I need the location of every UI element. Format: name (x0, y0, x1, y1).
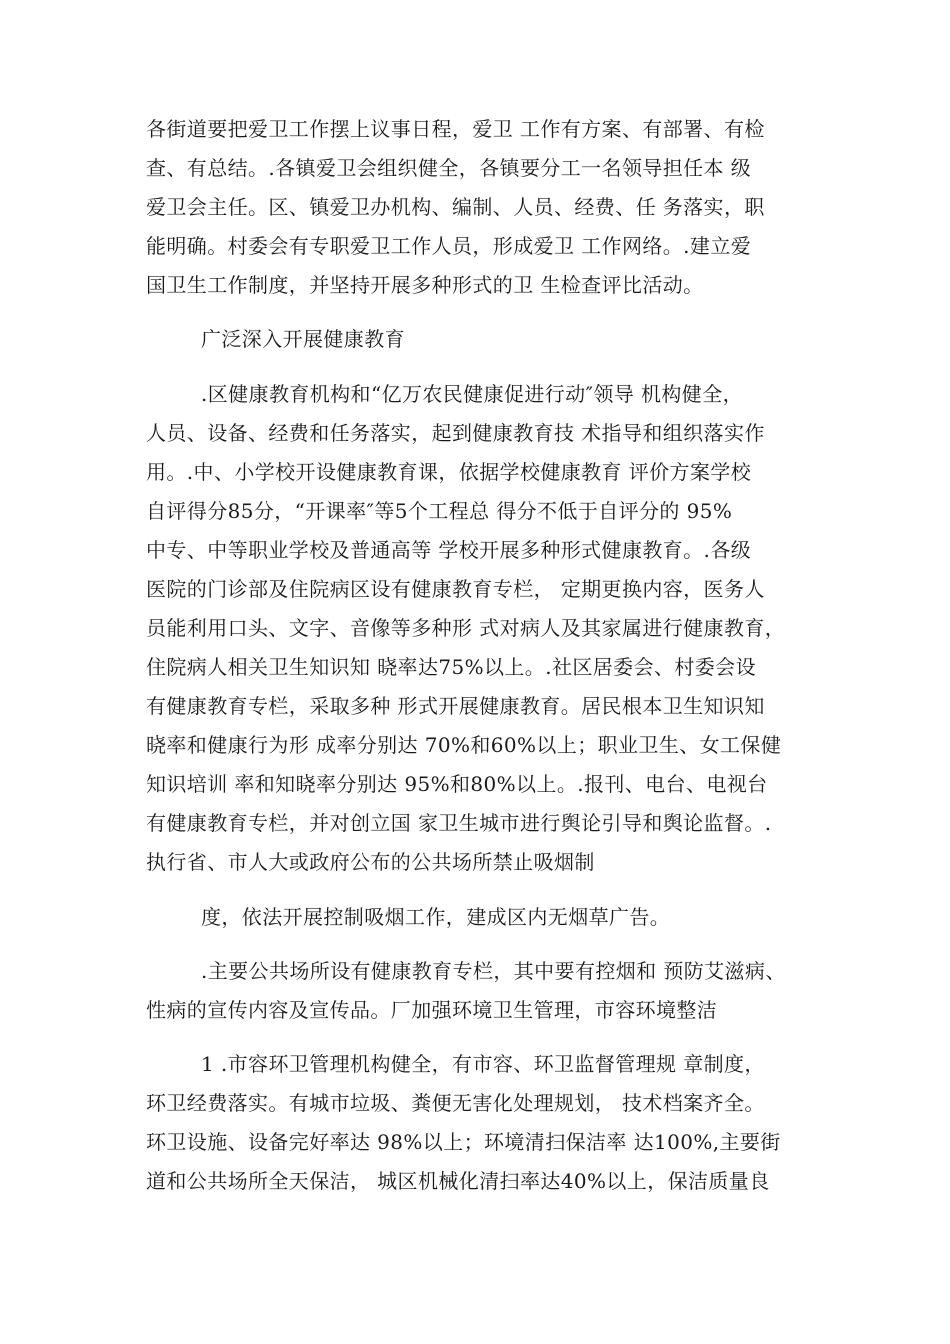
text-line: .区健康教育机构和“亿万农民健康促进行动″领导 机构健全， (201, 382, 744, 406)
text-line: 能明确。村委会有专职爱卫工作人员，形成爱卫 工作网络。.建立爱 (146, 234, 752, 258)
text-line: 住院病人相关卫生知识知 晓率达75%以上。.社区居委会、村委会设 (146, 655, 756, 679)
text-line: 环卫设施、设备完好率达 98%以上；环境清扫保洁率 达100%,主要街 (146, 1130, 781, 1154)
text-line: 各街道要把爱卫工作摆上议事日程，爱卫 工作有方案、有部署、有检 (146, 117, 765, 141)
text-line: 有健康教育专栏，采取多种 形式开展健康教育。居民根本卫生知识知 (146, 694, 765, 718)
text-line: 用。.中、小学校开设健康教育课，依据学校健康教育 评价方案学校 (146, 460, 752, 484)
text-line: 道和公共场所全天保洁， 城区机械化清扫率达40%以上，保洁质量良 (146, 1169, 770, 1193)
text-line: 有健康教育专栏，并对创立国 家卫生城市进行舆论引导和舆论监督。. (146, 811, 772, 835)
text-line: 性病的宣传内容及宣传品。厂加强环境卫生管理，市容环境整洁 (146, 998, 718, 1022)
text-line: 执行省、市人大或政府公布的公共场所禁止吸烟制 (146, 850, 595, 874)
text-line: 度，依法开展控制吸烟工作，建成区内无烟草广告。 (201, 905, 671, 929)
text-line: 人员、设备、经费和任务落实，起到健康教育技 术指导和组织落实作 (146, 421, 765, 445)
text-line: 环卫经费落实。有城市垃圾、粪便无害化处理规划， 技术档案齐全。 (146, 1091, 765, 1115)
section-heading: 广泛深入开展健康教育 (201, 327, 405, 351)
text-line: 知识培训 率和知晓率分别达 95%和80%以上。.报刊、电台、电视台 (146, 772, 768, 796)
text-line: 自评得分85分，“开课率″等5个工程总 得分不低于自评分的 95% (146, 499, 733, 523)
text-line: .主要公共场所设有健康教育专栏，其中要有控烟和 预防艾滋病、 (201, 959, 786, 983)
text-line: 员能利用口头、文字、音像等多种形 式对病人及其家属进行健康教育， (146, 616, 786, 640)
text-line: 医院的门诊部及住院病区设有健康教育专栏， 定期更换内容，医务人 (146, 577, 765, 601)
text-line: 国卫生工作制度，并坚持开展多种形式的卫 生检查评比活动。 (146, 273, 704, 297)
text-line: 中专、中等职业学校及普通高等 学校开展多种形式健康教育。.各级 (146, 538, 752, 562)
text-line: 爱卫会主任。区、镇爱卫办机构、编制、人员、经费、任 务落实，职 (146, 195, 765, 219)
text-line: 1 .市容环卫管理机构健全，有市容、环卫监督管理规 章制度， (201, 1052, 765, 1076)
text-line: 查、有总结。.各镇爱卫会组织健全，各镇要分工一名领导担任本 级 (146, 156, 752, 180)
text-line: 晓率和健康行为形 成率分别达 70%和60%以上；职业卫生、女工保健 (146, 733, 782, 757)
